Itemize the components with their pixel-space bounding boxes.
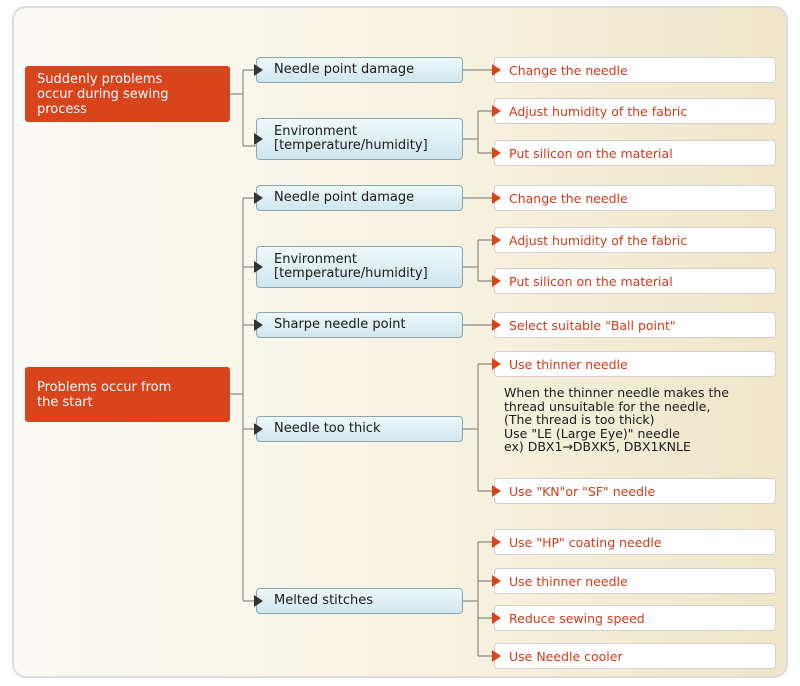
cause-label: Sharpe needle point [274, 317, 406, 332]
connector [463, 111, 494, 153]
cause-label: Melted stitches [274, 593, 374, 608]
problem-text: the start [37, 395, 93, 410]
note-line: (The thread is too thick) [504, 412, 655, 427]
cause-box [256, 312, 463, 338]
arrow-right-icon [254, 319, 263, 331]
cause-label: Needle point damage [274, 62, 415, 77]
arrow-right-icon [492, 64, 501, 76]
arrow-right-icon [492, 147, 501, 159]
solution-box [494, 98, 776, 124]
arrow-right-icon [254, 423, 263, 435]
note-line: ex) DBX1→DBXK5, DBX1KNLE [504, 439, 691, 454]
problem-box-sudden [25, 66, 230, 122]
cause-label: [temperature/humidity] [274, 138, 428, 153]
arrow-right-icon [492, 319, 501, 331]
solution-label: Change the needle [509, 190, 628, 206]
arrow-right-icon [254, 261, 263, 273]
solution-box [494, 351, 776, 377]
arrow-right-icon [492, 358, 501, 370]
solution-box [494, 140, 776, 166]
solution-box [494, 312, 776, 338]
note-line: thread unsuitable for the needle, [504, 398, 711, 414]
note-line: Use "LE (Large Eye)" needle [504, 425, 680, 441]
solution-label: Use thinner needle [509, 573, 628, 589]
problem-text: Suddenly problems [37, 72, 163, 87]
solution-label: Select suitable "Ball point" [509, 317, 676, 333]
arrow-right-icon [254, 192, 263, 204]
solution-box [494, 643, 776, 669]
arrow-right-icon [492, 575, 501, 587]
solution-label: Put silicon on the material [509, 145, 673, 161]
arrow-right-icon [492, 105, 501, 117]
arrow-right-icon [492, 234, 501, 246]
note-text [504, 386, 779, 454]
arrow-right-icon [254, 595, 263, 607]
cause-box [256, 246, 463, 288]
solution-label: Change the needle [509, 62, 628, 78]
problem-text: occur during sewing [37, 87, 169, 102]
problem-text: process [37, 102, 87, 117]
cause-label: [temperature/humidity] [274, 266, 428, 281]
cause-label: Environment [274, 124, 358, 139]
solution-box [494, 227, 776, 253]
solution-box [494, 57, 776, 83]
solution-label: Use "HP" coating needle [509, 534, 662, 550]
connector [463, 240, 494, 281]
solution-box [494, 605, 776, 631]
cause-label: Needle point damage [274, 190, 415, 205]
arrow-right-icon [492, 650, 501, 662]
connector [463, 364, 494, 491]
cause-label: Environment [274, 252, 358, 267]
solution-label: Use Needle cooler [509, 648, 623, 664]
arrow-right-icon [254, 64, 263, 76]
problem-box-start [25, 367, 230, 422]
connector [463, 542, 494, 656]
problem-text: Problems occur from [37, 380, 172, 395]
cause-box [256, 185, 463, 211]
connector [230, 198, 256, 601]
arrow-right-icon [492, 536, 501, 548]
solution-box [494, 268, 776, 294]
arrow-right-icon [492, 612, 501, 624]
solution-label: Use "KN"or "SF" needle [509, 483, 656, 499]
solution-label: Reduce sewing speed [509, 610, 645, 626]
arrow-right-icon [492, 275, 501, 287]
arrow-right-icon [492, 485, 501, 497]
solution-label: Adjust humidity of the fabric [509, 232, 688, 248]
cause-box [256, 57, 463, 83]
solution-box [494, 478, 776, 504]
cause-box [256, 588, 463, 614]
solution-box [494, 529, 776, 555]
cause-label: Needle too thick [274, 421, 381, 436]
cause-box [256, 416, 463, 442]
solution-label: Adjust humidity of the fabric [509, 103, 688, 119]
arrow-right-icon [254, 133, 263, 145]
arrow-right-icon [492, 192, 501, 204]
solution-label: Put silicon on the material [509, 273, 673, 289]
solution-box [494, 185, 776, 211]
solution-label: Use thinner needle [509, 356, 628, 372]
solution-box [494, 568, 776, 594]
cause-box [256, 118, 463, 160]
note-line: When the thinner needle makes the [504, 385, 729, 400]
connector [230, 70, 256, 146]
